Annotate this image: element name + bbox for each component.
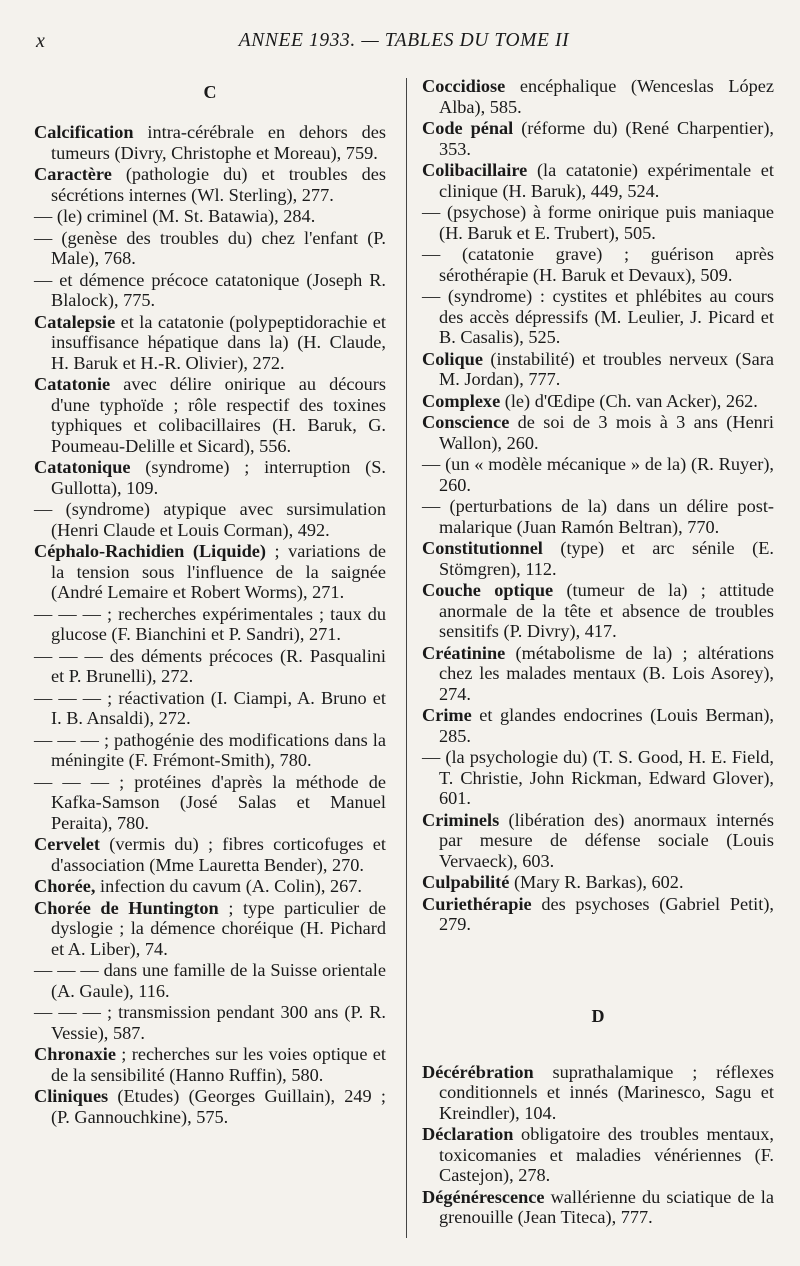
entry-text: — (le) criminel (M. St. Batawia), 284. [34, 206, 316, 226]
index-entry [422, 705, 774, 747]
right-entry-list-d [422, 1062, 774, 1229]
index-entry [34, 457, 386, 499]
index-entry [34, 228, 386, 270]
index-entry [422, 810, 774, 873]
entry-headword: Conscience [422, 412, 510, 432]
entry-text: — et démence précoce catatonique (Joseph R. Blalock), 775. [34, 269, 386, 310]
index-entry [422, 76, 774, 118]
right-entry-list-c [422, 76, 774, 936]
entry-text: — — — ; protéines d'après la méthode de Kafka-Samson (José Salas et Manuel Peraita), 780. [34, 771, 386, 833]
entry-text: (vermis du) ; fibres corticofuges et d'association (Mme Lauretta Bender), 270. [51, 834, 386, 875]
entry-text: — (un « modèle mécanique » de la) (R. Ruyer), 260. [422, 454, 774, 495]
entry-headword: Calcification [34, 122, 134, 142]
column-divider [406, 78, 407, 1238]
entry-headword: Chorée, [34, 876, 96, 896]
entry-text: encéphalique (Wenceslas López Alba), 585. [439, 76, 774, 117]
entry-text: ; recherches sur les voies optique et de la sensibilité (Hanno Ruffin), 580. [51, 1044, 386, 1085]
entry-text: des psychoses (Gabriel Petit), 279. [439, 893, 774, 934]
entry-text: avec délire onirique au décours d'une typhoïde ; rôle respectif des toxines typhiques et colibacillaires (H. Baruk, G. Poumeau-Delille et Sicard), 556. [51, 374, 386, 456]
entry-headword: Constitutionnel [422, 538, 543, 558]
section-letter-d: D [591, 1005, 605, 1026]
index-entry [422, 412, 774, 454]
entry-text: (Mary R. Barkas), 602. [509, 872, 684, 892]
entry-headword: Cervelet [34, 834, 100, 854]
entry-text: ; type particulier de dyslogie ; la démence choréique (H. Pichard et A. Liber), 74. [51, 897, 386, 959]
entry-text: infection du cavum (A. Colin), 267. [95, 876, 362, 896]
running-title: ANNEE 1933. — TABLES DU TOME II [238, 30, 570, 51]
index-entry [34, 772, 386, 835]
section-letter-c: C [203, 82, 217, 102]
entry-text: — (psychose) à forme onirique puis maniaque (H. Baruk et E. Trubert), 505. [422, 202, 774, 243]
entry-headword: Culpabilité [422, 872, 510, 892]
entry-text: intra-cérébrale en dehors des tumeurs (Divry, Christophe et Moreau), 759. [51, 122, 386, 163]
entry-headword: Couche optique [422, 580, 554, 600]
entry-text: (le) d'Œdipe (Ch. van Acker), 262. [500, 390, 758, 411]
entry-text: — — — ; transmission pendant 300 ans (P. R. Vessie), 587. [34, 1002, 386, 1043]
index-entry [422, 872, 774, 894]
entry-headword: Colique [422, 348, 483, 369]
index-entry [422, 118, 774, 160]
right-column [422, 76, 774, 1229]
index-entry [34, 646, 386, 688]
index-entry [422, 643, 774, 706]
entry-text: (la catatonie) expérimentale et clinique (H. Baruk), 449, 524. [439, 160, 774, 201]
entry-text: (tumeur de la) ; attitude anormale de la tête et absence de troubles sensitifs (P. Divry), 417. [439, 580, 774, 641]
entry-headword: Code pénal [422, 118, 514, 138]
index-entry [34, 730, 386, 772]
index-entry [422, 349, 774, 391]
entry-text: — (catatonie grave) ; guérison après sérothérapie (H. Baruk et Devaux), 509. [422, 244, 774, 285]
index-entry [34, 1044, 386, 1086]
page-number: x [36, 30, 45, 52]
entry-text: (instabilité) et troubles nerveux (Sara M. Jordan), 777. [439, 348, 774, 389]
index-entry [422, 747, 774, 810]
entry-headword: Décérébration [422, 1061, 534, 1082]
index-entry [422, 391, 774, 413]
entry-text: de soi de 3 mois à 3 ans (Henri Wallon), 260. [439, 412, 774, 453]
index-entry [34, 876, 386, 898]
entry-text: et glandes endocrines (Louis Berman), 285. [439, 705, 774, 746]
entry-text: (métabolisme de la) ; altérations chez les malades mentaux (B. Lois Asorey), 274. [439, 642, 774, 704]
index-entry [422, 894, 774, 936]
entry-text: — — — ; pathogénie des modifications dans la méningite (F. Frémont-Smith), 780. [34, 729, 386, 770]
index-entry [34, 541, 386, 604]
entry-headword: Curiethérapie [422, 893, 532, 914]
entry-text: — (syndrome) atypique avec sursimulation (Henri Claude et Louis Corman), 492. [34, 499, 386, 540]
index-entry [34, 960, 386, 1002]
entry-headword: Catalepsie [34, 311, 116, 332]
entry-text: (type) et arc sénile (E. Stömgren), 112. [439, 538, 774, 579]
index-entry [422, 1124, 774, 1187]
page-header [36, 30, 772, 60]
entry-text: (syndrome) ; interruption (S. Gullotta), 109. [51, 457, 386, 498]
entry-text: — — — ; recherches expérimentales ; taux du glucose (F. Bianchini et P. Sandri), 271. [34, 603, 386, 644]
index-entry [422, 202, 774, 244]
entry-text: — — — ; réactivation (I. Ciampi, A. Bruno et I. B. Ansaldi), 272. [34, 687, 386, 728]
index-entry [34, 499, 386, 541]
entry-headword: Colibacillaire [422, 160, 528, 180]
entry-headword: Dégénérescence [422, 1186, 545, 1207]
entry-text: suprathalamique ; réflexes conditionnels et innés (Marinesco, Sagu et Kreindler), 104. [439, 1061, 774, 1123]
index-entry [34, 312, 386, 375]
index-entry [422, 580, 774, 643]
entry-text: — (syndrome) : cystites et phlébites au cours des accès dépressifs (M. Leulier, J. Picard et B. Casalis), 525. [422, 286, 774, 347]
index-entry [34, 604, 386, 646]
index-entry [422, 244, 774, 286]
entry-text: — (genèse des troubles du) chez l'enfant (P. Male), 768. [34, 227, 386, 268]
index-entry [422, 286, 774, 349]
entry-headword: Cliniques [34, 1086, 109, 1106]
entry-headword: Catatonique [34, 457, 131, 477]
entry-headword: Complexe [422, 390, 501, 411]
left-column [34, 76, 386, 1128]
entry-text: — — — des déments précoces (R. Pasqualini et P. Brunelli), 272. [34, 645, 386, 686]
entry-headword: Chronaxie [34, 1044, 116, 1064]
entry-text: (réforme du) (René Charpentier), 353. [439, 118, 774, 159]
index-entry [34, 270, 386, 312]
index-entry [34, 688, 386, 730]
index-entry [422, 1062, 774, 1125]
entry-text: wallérienne du sciatique de la grenouille (Jean Titeca), 777. [439, 1186, 774, 1227]
index-entry [34, 164, 386, 206]
entry-text: ; variations de la tension sous l'influence de la saignée (André Lemaire et Robert Worms), 271. [51, 541, 386, 602]
index-entry [34, 1086, 386, 1128]
entry-text: et la catatonie (polypeptidorachie et insuffisance hépatique dans la) (H. Claude, H. Baruk et H.-R. Olivier), 272. [51, 311, 386, 373]
entry-text: — (la psychologie du) (T. S. Good, H. E. Field, T. Christie, John Rickman, Edward Glover), 601. [422, 747, 774, 808]
index-entry [422, 160, 774, 202]
index-entry [34, 206, 386, 228]
entry-headword: Coccidiose [422, 76, 506, 96]
entry-headword: Crime [422, 705, 472, 725]
index-entry [422, 538, 774, 580]
entry-text: (Etudes) (Georges Guillain), 249 ; (P. Gannouchkine), 575. [51, 1086, 386, 1127]
entry-headword: Caractère [34, 164, 112, 184]
index-entry [34, 834, 386, 876]
entry-headword: Céphalo-Rachidien (Liquide) [34, 541, 266, 561]
entry-headword: Catatonie [34, 374, 111, 394]
entry-text: — — — dans une famille de la Suisse orientale (A. Gaule), 116. [34, 960, 386, 1001]
entry-headword: Criminels [422, 809, 500, 830]
entry-headword: Déclaration [422, 1124, 514, 1144]
left-entry-list [34, 122, 386, 1128]
index-entry [422, 454, 774, 496]
index-entry [34, 1002, 386, 1044]
entry-text: — (perturbations de la) dans un délire post-malarique (Juan Ramón Beltran), 770. [422, 496, 774, 537]
entry-text: (pathologie du) et troubles des sécrétions internes (Wl. Sterling), 277. [51, 164, 386, 205]
index-entry [422, 496, 774, 538]
index-entry [34, 122, 386, 164]
index-entry [34, 898, 386, 961]
entry-text: (libération des) anormaux internés par mesure de défense sociale (Louis Vervaeck), 603. [439, 809, 774, 871]
index-entry [422, 1187, 774, 1229]
entry-headword: Chorée de Huntington [34, 897, 219, 918]
index-entry [34, 374, 386, 457]
entry-text: obligatoire des troubles mentaux, toxicomanies et maladies vénériennes (F. Castejon), 278. [439, 1124, 774, 1185]
entry-headword: Créatinine [422, 642, 506, 663]
